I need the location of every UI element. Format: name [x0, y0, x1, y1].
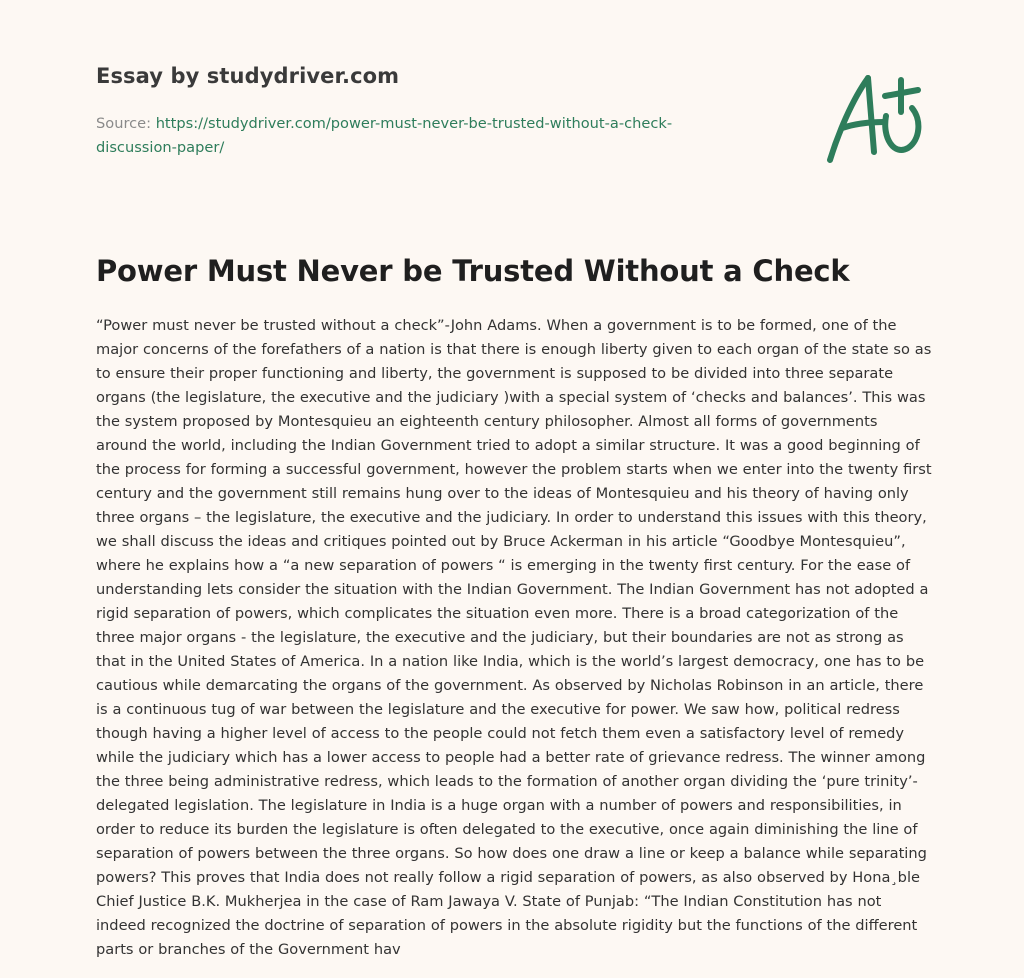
- site-title: Essay by studydriver.com: [96, 64, 400, 88]
- essay-title: Power Must Never be Trusted Without a Check: [96, 254, 850, 288]
- source-label: Source:: [96, 115, 156, 132]
- a-plus-grade-icon: [822, 68, 932, 168]
- source-line: [96, 112, 716, 160]
- source-link[interactable]: https://studydriver.com/power-must-never-be-trusted-without-a-check-discussion-paper/: [96, 115, 673, 156]
- essay-body: “Power must never be trusted without a check”-John Adams. When a government is to be formed, one of the major concerns of the forefathers of a nation is that there is enough liberty given to each organ of the state so as to ensure their proper functioning and liberty, the government is supposed to be divided into three separate organs (the legislature, the executive and the judiciary )with a special system of ‘checks and balances’. This was the system proposed by Montesquieu an eighteenth century philosopher. Almost all forms of governments around the world, including the Indian Government tried to adopt a similar structure. It was a good beginning of the process for forming a successful government, however the problem starts when we enter into the twenty first century and the government still remains hung over to the ideas of Montesquieu and his theory of having only three organs – the legislature, the executive and the judiciary. In order to understand this issues with this theory, we shall discuss the ideas and critiques pointed out by Bruce Ackerman in his article “Goodbye Montesquieu”, where he explains how a “a new separation of powers “ is emerging in the twenty first century. For the ease of understanding lets consider the situation with the Indian Government. The Indian Government has not adopted a rigid separation of powers, which complicates the situation even more. There is a broad categorization of the three major organs - the legislature, the executive and the judiciary, but their boundaries are not as strong as that in the United States of America. In a nation like India, which is the world’s largest democracy, one has to be cautious while demarcating the organs of the government. As observed by Nicholas Robinson in an article, there is a continuous tug of war between the legislature and the executive for power. We saw how, political redress though having a higher level of access to the people could not fetch them even a satisfactory level of remedy while the judiciary which has a lower access to people had a better rate of grievance redress. The winner among the three being administrative redress, which leads to the formation of another organ dividing the ‘pure trinity’- delegated legislation. The legislature in India is a huge organ with a number of powers and responsibilities, in order to reduce its burden the legislature is often delegated to the executive, once again diminishing the line of separation of powers between the three organs. So how does one draw a line or keep a balance while separating powers? This proves that India does not really follow a rigid separation of powers, as also observed by Hona¸ble Chief Justice B.K. Mukherjea in the case of Ram Jawaya V. State of Punjab: “The Indian Constitution has not indeed recognized the doctrine of separation of powers in the absolute rigidity but the functions of the different parts or branches of the Government hav: [96, 317, 932, 958]
